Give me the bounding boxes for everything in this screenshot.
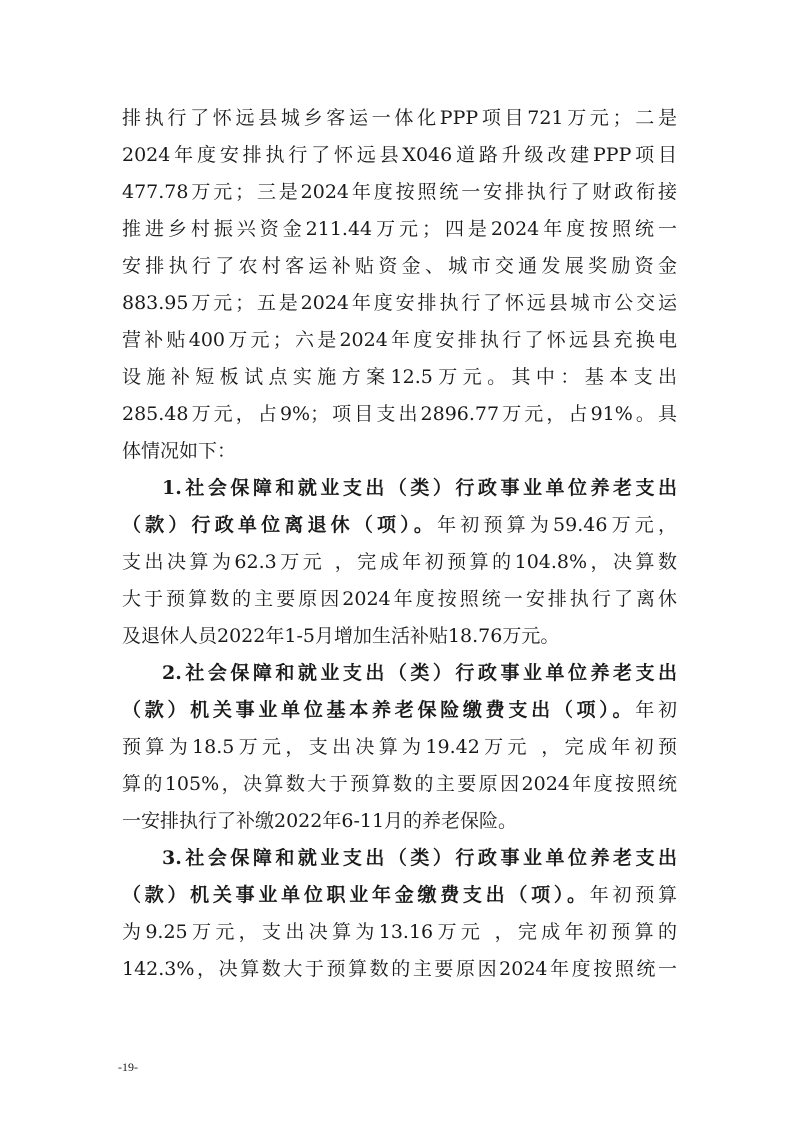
body-line: 142.3%，决算数大于预算数的主要原因2024年度按照统一 [122, 958, 677, 980]
body-line: 477.78万元；三是2024年度按照统一安排执行了财政衔接 [122, 181, 677, 203]
body-line: 为9.25万元，支出决算为13.16万元 ，完成年初预算的 [122, 921, 677, 943]
body-line: 883.95万元；五是2024年度安排执行了怀远县城市公交运 [122, 292, 677, 314]
body-line: 设施补短板试点实施方案12.5万元。其中：基本支出 [122, 366, 677, 388]
section-heading: 2.社会保障和就业支出（类）行政事业单位养老支出 [162, 662, 677, 684]
body-line: 排执行了怀远县城乡客运一体化PPP项目721万元；二是 [122, 107, 677, 129]
body-line: 大于预算数的主要原因2024年度按照统一安排执行了离休 [122, 588, 677, 610]
body-line: （款）机关事业单位基本养老保险缴费支出（项）。年初 [122, 699, 677, 721]
body-line: 2024年度安排执行了怀远县X046道路升级改建PPP项目 [122, 144, 677, 166]
body-line: 算的105%，决算数大于预算数的主要原因2024年度按照统 [122, 773, 677, 795]
body-line: 285.48万元，占9%；项目支出2896.77万元，占91%。具 [122, 403, 677, 425]
page-number: -19- [118, 1060, 138, 1074]
body-line: 一安排执行了补缴2022年6-11月的养老保险。 [122, 810, 518, 832]
body-line: 预算为18.5万元，支出决算为19.42万元 ，完成年初预 [122, 736, 677, 758]
body-line: （款）行政单位离退休（项）。年初预算为59.46万元， [122, 514, 677, 536]
body-line: 体情况如下： [122, 440, 237, 462]
section-heading: 3.社会保障和就业支出（类）行政事业单位养老支出 [162, 847, 677, 869]
body-line: 营补贴400万元；六是2024年度安排执行了怀远县充换电 [122, 329, 677, 351]
body-line: 及退休人员2022年1-5月增加生活补贴18.76万元。 [122, 625, 560, 647]
section-heading: 1.社会保障和就业支出（类）行政事业单位养老支出 [162, 477, 677, 499]
body-line: 推进乡村振兴资金211.44万元；四是2024年度按照统一 [122, 218, 677, 240]
body-line: 支出决算为62.3万元 ，完成年初预算的104.8%，决算数 [122, 551, 677, 573]
body-line: （款）机关事业单位职业年金缴费支出（项）。年初预算 [122, 884, 677, 906]
body-line: 安排执行了农村客运补贴资金、城市交通发展奖励资金 [122, 255, 677, 277]
